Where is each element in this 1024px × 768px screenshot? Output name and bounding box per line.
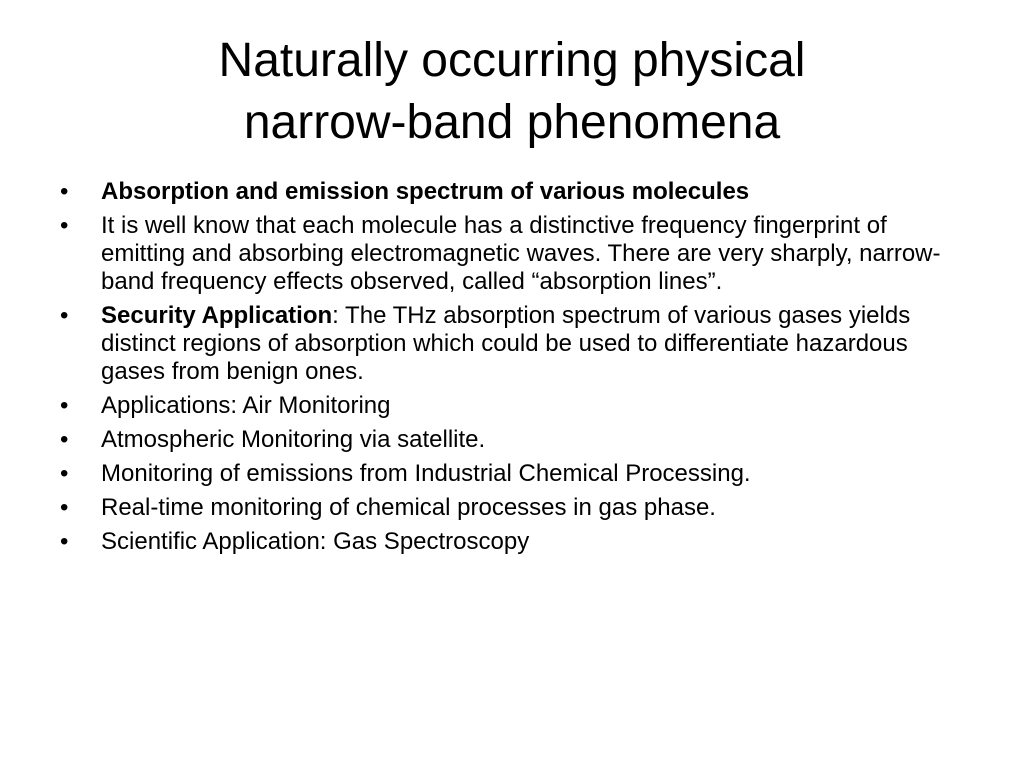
bullet-bold-text: Absorption and emission spectrum of various molecules [101, 178, 750, 205]
bullet-icon: • [60, 494, 69, 521]
bullet-list [60, 178, 960, 562]
bullet-item-molecule-fingerprint [60, 212, 960, 296]
bullet-item-absorption-emission [60, 178, 960, 206]
bullet-item-atmospheric-monitoring [60, 426, 960, 454]
bullet-text: Scientific Application: Gas Spectroscopy [101, 528, 530, 555]
bullet-text: Real-time monitoring of chemical processes in gas phase. [101, 494, 716, 521]
bullet-text: Monitoring of emissions from Industrial Chemical Processing. [101, 460, 751, 487]
bullet-item-industrial-emissions [60, 460, 960, 488]
bullet-item-gas-spectroscopy [60, 528, 960, 556]
slide-title-line-2: narrow-band phenomena [243, 96, 781, 149]
slide-title-line-1: Naturally occurring physical [218, 34, 806, 87]
bullet-item-real-time-monitoring [60, 494, 960, 522]
bullet-icon: • [60, 392, 69, 419]
bullet-icon: • [60, 178, 69, 205]
bullet-icon: • [60, 528, 69, 555]
bullet-icon: • [60, 302, 69, 329]
bullet-text: It is well know that each molecule has a distinctive frequency fingerprint of emitting and absorbing electromagnetic waves. There are very sharply, narrow-band frequency effects observed, called “absorption lines”. [101, 212, 941, 295]
bullet-bold-text: Security Application [101, 302, 333, 329]
bullet-text: Applications: Air Monitoring [101, 392, 391, 419]
bullet-text: : The THz absorption spectrum of various gases yields distinct regions of absorption which could be used to differentiate hazardous gases from benign ones. [101, 302, 911, 385]
bullet-text: Atmospheric Monitoring via satellite. [101, 426, 486, 453]
slide-title [60, 30, 964, 154]
bullet-icon: • [60, 212, 69, 239]
bullet-item-security-application [60, 302, 960, 386]
bullet-icon: • [60, 460, 69, 487]
bullet-icon: • [60, 426, 69, 453]
bullet-item-air-monitoring [60, 392, 960, 420]
